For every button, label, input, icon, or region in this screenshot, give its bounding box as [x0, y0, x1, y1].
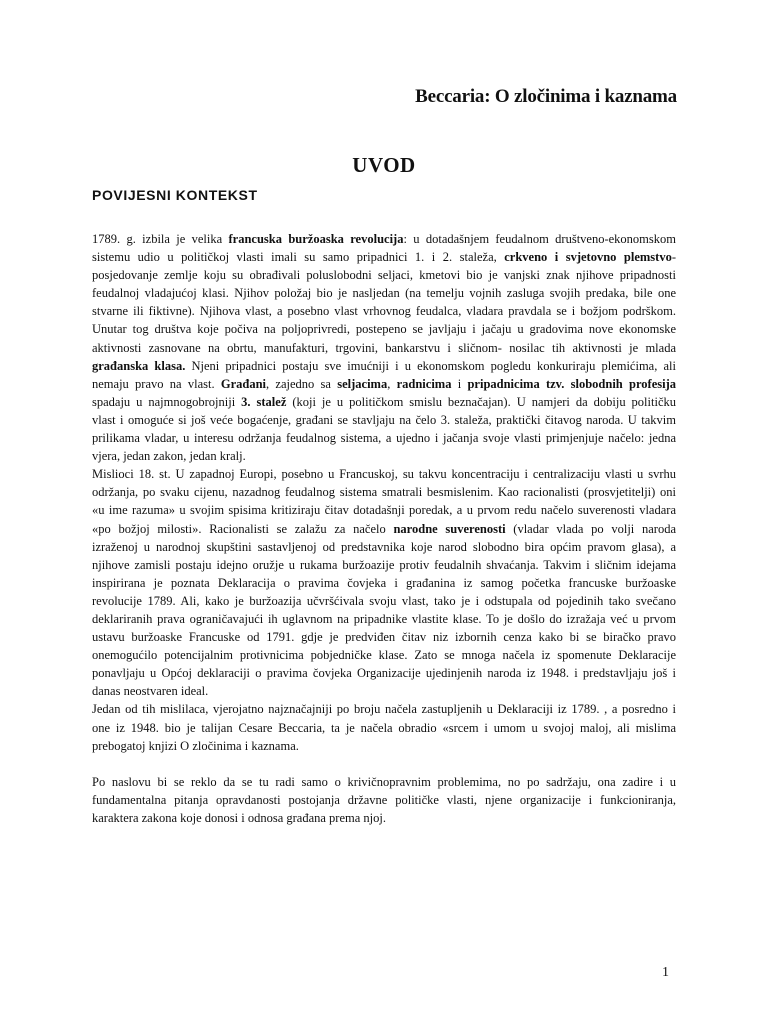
text-run: Njeni pripadnici postaju sve imućniji i u ekonomskom pogledu konkuriraju plemićima, ali — [185, 358, 676, 373]
bold-term: pripadnicima tzv. slobodnih profesija — [467, 376, 676, 391]
text-line — [92, 411, 676, 429]
text-run: danas neostvaren ideal. — [92, 684, 209, 699]
text-line — [92, 646, 676, 664]
text-run: (koji je u političkom smislu beznačajan). U namjeri da dobiju političku — [286, 394, 676, 409]
text-run: fundamentalna pitanja opravdanosti postojanja državne političke vlasti, njene organizacije i funkcioniranja, — [92, 792, 676, 807]
text-run: Po naslovu bi se reklo da se tu radi samo o krivičnopravnim problemima, no po sadržaju, ona zadire i u — [92, 774, 676, 789]
text-run: , — [387, 376, 397, 391]
page-number: 1 — [662, 965, 669, 980]
bold-term: građanska klasa. — [92, 358, 186, 373]
text-line — [92, 302, 676, 320]
text-line — [92, 664, 676, 682]
text-line — [92, 809, 676, 827]
text-line — [92, 574, 676, 592]
bold-term: seljacima — [337, 376, 388, 391]
text-line — [92, 610, 676, 628]
text-run: i — [451, 376, 468, 391]
text-run: deklariranih prava ograničavajući ih uglavnom na pripadnike vlastite klase. To je došlo do izražaja već u prvom — [92, 611, 676, 626]
bold-term: 3. stalež — [241, 394, 287, 409]
text-run: njihove zamisli postaju idejno oružje u rukama buržoazije protiv feudalnih shvaćanja. Takvim i sličnim idejama — [92, 557, 676, 572]
text-line — [92, 773, 676, 791]
text-line — [92, 375, 676, 393]
text-run: stvarne ili fiktivne). Njihova vlast, a posebno vlast vrhovnog feudalca, vladara pravdala se i božjom podrškom. — [92, 304, 676, 319]
text-run: karaktera zakona koje donosi i odnosa građana prema njoj. — [92, 811, 386, 825]
text-line — [92, 520, 676, 538]
text-line — [92, 320, 676, 338]
text-line — [92, 700, 676, 718]
text-run: Jedan od tih mislilaca, vjerojatno najznačajniji po broju načela zastupljenih u Deklaraciji iz 1789. , a posredno i — [92, 702, 676, 717]
text-run: aktivnosti zasnovane na obrtu, manufakturi, trgovini, bankarstvu i sličnom- nosilac tih aktivnosti je mlada — [92, 340, 676, 355]
text-line — [92, 592, 676, 610]
text-line — [92, 538, 676, 556]
text-run: prebogatoj knjizi O zločinima i kaznama. — [92, 738, 299, 753]
text-line — [92, 339, 676, 357]
text-run: one iz 1948. bio je talijan Cesare Beccaria, ta je načela obradio «srcem i umom u svojoj maloj, ali mislima — [92, 720, 676, 735]
text-run: (vladar vlada po volji naroda — [505, 521, 676, 536]
text-line — [92, 501, 676, 519]
bold-term: narodne suverenosti — [393, 521, 506, 536]
text-run: ponavljaju u Općoj deklaraciji o pravima čovjeka Organizacije ujedinjenih naroda iz 1948. i predstavljaju još i — [92, 666, 676, 681]
text-run: vlast i omoguće si još veće bogaćenje, građani se stavljaju na čelo 3. staleža, praktički čitavog naroda. U takvim — [92, 412, 676, 427]
bold-term: crkveno i svjetovno plemstvo — [504, 250, 672, 265]
text-run: «po božjoj milosti». Racionalisti se zalažu za načelo — [92, 521, 394, 536]
text-line — [92, 719, 676, 737]
text-run: «u ime razuma» u svojim spisima kritiziraju čitav dotadašnji poredak, a u prvom redu načelo suverenosti vladara — [92, 503, 676, 518]
text-line — [92, 284, 676, 302]
document-title: Beccaria: O zločinima i kaznama — [415, 86, 677, 107]
text-run: posjedovanje zemlje koju su obrađivali poluslobodni seljaci, kmetovi bio je vanjski znak njihove pripadnosti — [92, 268, 676, 283]
text-run: sistemu udio u političkoj vlasti imali su samo pripadnici 1. i 2. staleža, — [92, 250, 505, 265]
text-line — [92, 737, 676, 755]
bold-term: francuska buržoaska revolucija — [228, 232, 404, 246]
section-subheading: POVIJESNI KONTEKST — [92, 187, 258, 203]
text-run: izraženoj u narodnoj skupštini sastavljenoj od predstavnika koje narod slobodno bira općim pravom glasa), a — [92, 539, 676, 554]
text-line — [92, 248, 676, 266]
text-line — [92, 682, 676, 700]
text-run: , zajedno sa — [266, 376, 338, 391]
text-run: prilikama vladar, u interesu održanja feudalnog sistema, a ujedno i jačanja svoje vlasti primjenjuje načelo: jedna — [92, 431, 676, 446]
text-run: vjera, jedan zakon, jedan kralj. — [92, 449, 246, 464]
section-title: UVOD — [352, 153, 416, 177]
text-run: 1789. g. izbila je velika — [92, 232, 229, 246]
text-run: - — [671, 250, 676, 265]
paragraph-gap — [92, 755, 676, 773]
text-line — [92, 266, 676, 284]
text-line — [92, 357, 676, 375]
text-line — [92, 791, 676, 809]
text-line — [92, 628, 676, 646]
text-line — [92, 447, 676, 465]
text-line — [92, 465, 676, 483]
text-run: nemaju pravo na vlast. — [92, 376, 221, 391]
bold-term: radnicima — [396, 376, 452, 391]
text-run: Unutar tog društva koje počiva na poljoprivredi, postepeno se javljaju i jačaju u gradovima nove ekonomske — [92, 322, 676, 337]
text-line — [92, 556, 676, 574]
text-run: Mislioci 18. st. U zapadnoj Europi, posebno u Francuskoj, su takvu koncentraciju i centralizaciju vlasti u svrhu — [92, 467, 676, 482]
text-run: feudalnoj vladajućoj klasi. Njihov položaj bio je nasljedan (na temelju vojnih zasluga svojih predaka, bile one — [92, 286, 676, 301]
text-run: ustavu buržoaske Francuske od 1791. gdje je predviđen čitav niz izbornih cenza kako bi se biračko pravo — [92, 630, 676, 645]
text-line — [92, 230, 676, 248]
text-run: održanja, po svaku cijenu, nazadnog feudalnog sistema smatrali besmislenim. Kao racionalisti (prosvjetitelji) oni — [92, 485, 676, 500]
text-line — [92, 393, 676, 411]
body-text — [92, 230, 676, 827]
text-run: : u dotadašnjem feudalnom društveno-ekonomskom — [403, 232, 676, 246]
text-run: onemogućilo potencijalnim protivnicima pobjedničke klase. Zato se mnoga načela iz spomenute Deklaracije — [92, 648, 676, 663]
text-run: inspirirana je poznata Deklaracija o pravima čovjeka i građanina iz samog početka francuske buržoaske — [92, 575, 676, 590]
text-run: spadaju u najmnogobrojniji — [92, 394, 242, 409]
text-line — [92, 483, 676, 501]
text-line — [92, 429, 676, 447]
text-run: revolucije 1789. Ali, kako je buržoazija učvršćivala svoju vlast, tako je i odstupala od pojedinih tako svečano — [92, 593, 676, 608]
bold-term: Građani — [220, 376, 267, 391]
